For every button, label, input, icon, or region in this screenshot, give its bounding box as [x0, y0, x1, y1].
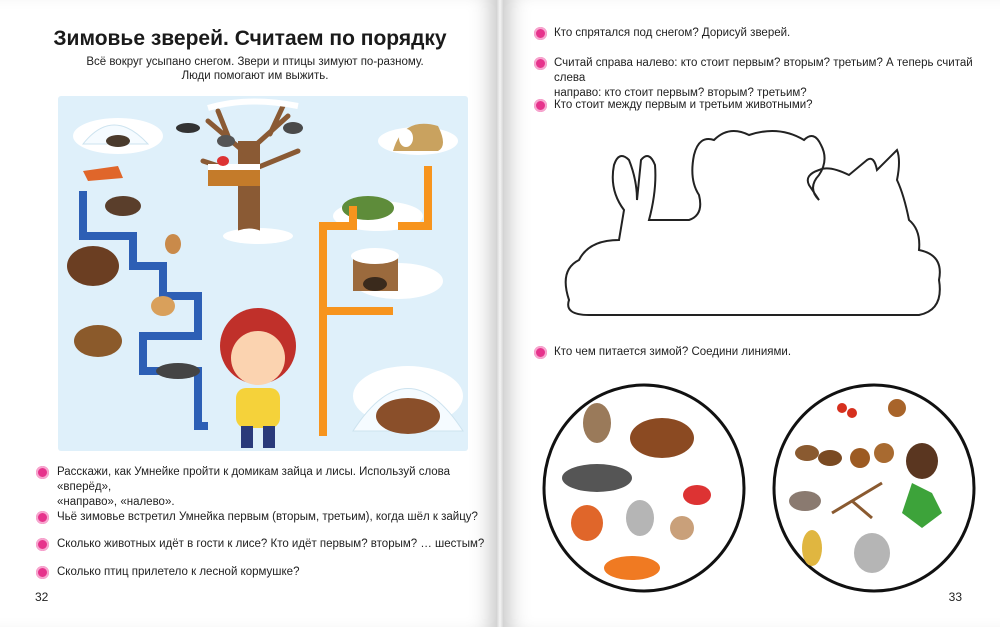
lynx: [151, 296, 175, 316]
intro-text: Всё вокруг усыпано снегом. Звери и птицы зимуют по-разному. Люди помогают им выжить.: [86, 56, 424, 82]
moose: [630, 418, 694, 458]
wolf: [562, 464, 632, 492]
rowan-berries: [837, 403, 847, 413]
mushrooms: [795, 445, 819, 461]
question-bullet: [534, 99, 547, 112]
wheat: [802, 530, 822, 566]
question-bullet: [36, 466, 49, 479]
question-first-dwelling: Чьё зимовье встретил Умнейка первым (вторым, третьим), когда шёл к зайцу?: [57, 511, 478, 523]
question-route: Расскажи, как Умнейке пройти к домикам зайца и лисы. Используй слова «вперёд», «направо», «налево».: [57, 466, 451, 508]
question-bullet: [534, 346, 547, 359]
boar: [105, 196, 141, 216]
question-bullet: [534, 57, 547, 70]
food-oval: [772, 383, 977, 593]
bison: [67, 246, 119, 286]
page-title: Зимовье зверей. Считаем по порядку: [53, 27, 447, 50]
question-count-animals: Сколько животных идёт в гости к лисе? Кто идёт первым? вторым? … шестым?: [57, 538, 485, 550]
question-bullet: [36, 566, 49, 579]
owl: [583, 403, 611, 443]
hare: [854, 533, 890, 573]
question-count-birds: Сколько птиц прилетело к лесной кормушке?: [57, 566, 300, 578]
squirrel: [571, 505, 603, 541]
bullfinch: [683, 485, 711, 505]
mouse: [670, 516, 694, 540]
pine-cone: [906, 443, 938, 479]
book-gutter: [496, 0, 504, 627]
mouse: [789, 491, 821, 511]
hazelnut: [850, 448, 870, 468]
question-bullet: [534, 27, 547, 40]
question-bullet: [36, 538, 49, 551]
right-page: [504, 0, 1000, 627]
page-number-left: 32: [35, 590, 49, 604]
animals-oval: [542, 383, 747, 593]
question-what-they-eat: Кто чем питается зимой? Соедини линиями.: [554, 346, 792, 358]
question-hidden-under-snow: Кто спрятался под снегом? Дорисуй зверей.: [554, 27, 791, 39]
question-bullet: [36, 511, 49, 524]
hare: [626, 500, 654, 536]
snow-silhouettes-outline: [549, 120, 949, 325]
page-number-right: 33: [948, 590, 962, 604]
deer: [165, 234, 181, 254]
acorn: [888, 399, 906, 417]
winter-maze-illustration: [58, 96, 468, 451]
question-between-animals: Кто стоит между первым и третьим животными?: [554, 99, 813, 111]
moose: [74, 325, 122, 357]
question-count-order: Считай справа налево: кто стоит первым? вторым? третьим? А теперь считай слева направо: кто стоит первым? вторым? третьим?: [554, 57, 973, 99]
wolf: [156, 363, 200, 379]
fox: [604, 556, 660, 580]
left-page: [0, 0, 496, 627]
